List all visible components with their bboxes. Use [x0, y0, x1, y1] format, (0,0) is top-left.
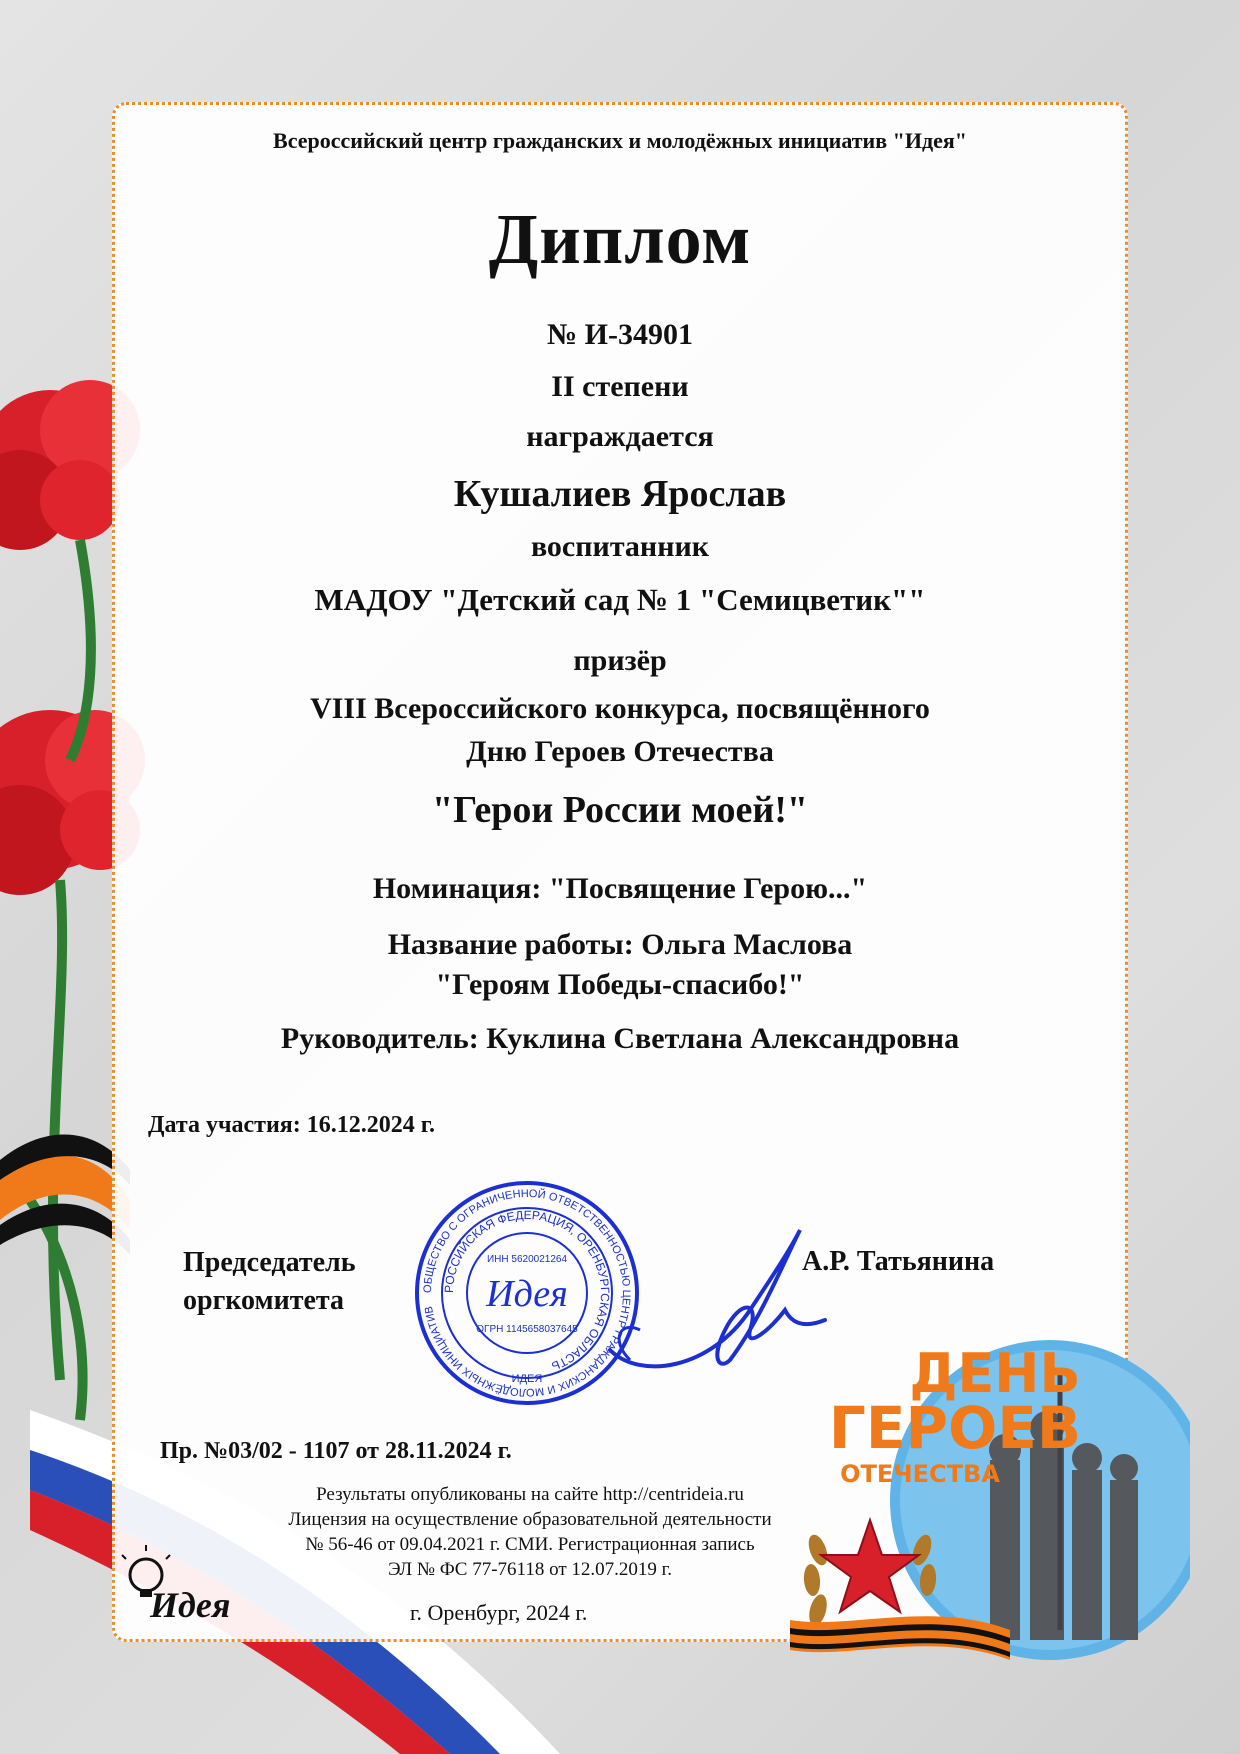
ideya-logo — [110, 1545, 270, 1625]
emblem-ribbon — [790, 1616, 1010, 1660]
signer-name: А.Р. Татьянина — [802, 1246, 995, 1277]
contest-line-2: Дню Героев Отечества — [466, 735, 774, 768]
stamp-bottom-text: ИДЕЯ — [511, 1373, 543, 1385]
order-number: Пр. №03/02 - 1107 от 28.11.2024 г. — [160, 1438, 512, 1464]
contest-title: "Герои России моей!" — [432, 789, 808, 831]
work-title-line-2: "Героям Победы-спасибо!" — [435, 968, 805, 1001]
diploma-number: № И-34901 — [547, 318, 693, 351]
publication-line: Результаты опубликованы на сайте http://centrideia.ru — [316, 1484, 744, 1505]
awarded-label: награждается — [526, 420, 714, 453]
publication-line: № 56-46 от 09.04.2021 г. СМИ. Регистрационная запись — [305, 1534, 755, 1555]
city-year: г. Оренбург, 2024 г. — [410, 1600, 588, 1625]
chairman-line-1: Председатель — [183, 1247, 356, 1278]
stamp-inner-text: РОССИЙСКАЯ ФЕДЕРАЦИЯ, ОРЕНБУРГСКАЯ ОБЛАСТЬ — [441, 1207, 613, 1374]
publication-line: ЭЛ № ФС 77-76118 от 12.07.2019 г. — [387, 1559, 673, 1580]
stamp-ogrn: ОГРН 1145658037645 — [476, 1324, 578, 1335]
emblem-line-1: ДЕНЬ — [909, 1342, 1081, 1405]
st-george-ribbon — [0, 1135, 130, 1255]
flower-stems — [30, 540, 91, 1420]
emblem-line-3: ОТЕЧЕСТВА — [840, 1460, 1000, 1488]
stamp-inn: ИНН 5620021264 — [486, 1254, 568, 1265]
organization-name: Всероссийский центр гражданских и молодёжных инициатив "Идея" — [273, 128, 967, 153]
participation-date: Дата участия: 16.12.2024 г. — [148, 1112, 435, 1138]
leader-name: Руководитель: Куклина Светлана Александровна — [280, 1022, 960, 1055]
recipient-role: воспитанник — [530, 530, 710, 563]
emblem-line-2: ГЕРОЕВ — [828, 1394, 1082, 1462]
contest-line-1: VIII Всероссийского конкурса, посвящённого — [310, 692, 930, 725]
chairman-title — [183, 1244, 356, 1320]
chairman-line-2: оргкомитета — [183, 1285, 344, 1316]
prize-label: призёр — [573, 644, 667, 677]
publication-info — [170, 1482, 890, 1582]
recipient-name: Кушалиев Ярослав — [453, 473, 787, 515]
diploma-title: Диплом — [488, 199, 752, 279]
stamp-outer-text: ОБЩЕСТВО С ОГРАНИЧЕННОЙ ОТВЕТСТВЕННОСТЬЮ ЦЕНТР ГРАЖДАНСКИХ И МОЛОДЁЖНЫХ ИНИЦИАТИВ — [421, 1187, 633, 1399]
diploma-degree: II степени — [551, 370, 689, 403]
work-title-line-1: Название работы: Ольга Маслова — [387, 928, 853, 961]
logo-text: Идея — [150, 1585, 231, 1625]
nomination: Номинация: "Посвящение Герою..." — [372, 872, 868, 905]
institution-name: МАДОУ "Детский сад № 1 "Семицветик"" — [314, 582, 926, 617]
heroes-day-emblem — [790, 1330, 1190, 1670]
publication-line: Лицензия на осуществление образовательной деятельности — [288, 1509, 772, 1530]
stamp-center-text: Идея — [486, 1273, 568, 1315]
